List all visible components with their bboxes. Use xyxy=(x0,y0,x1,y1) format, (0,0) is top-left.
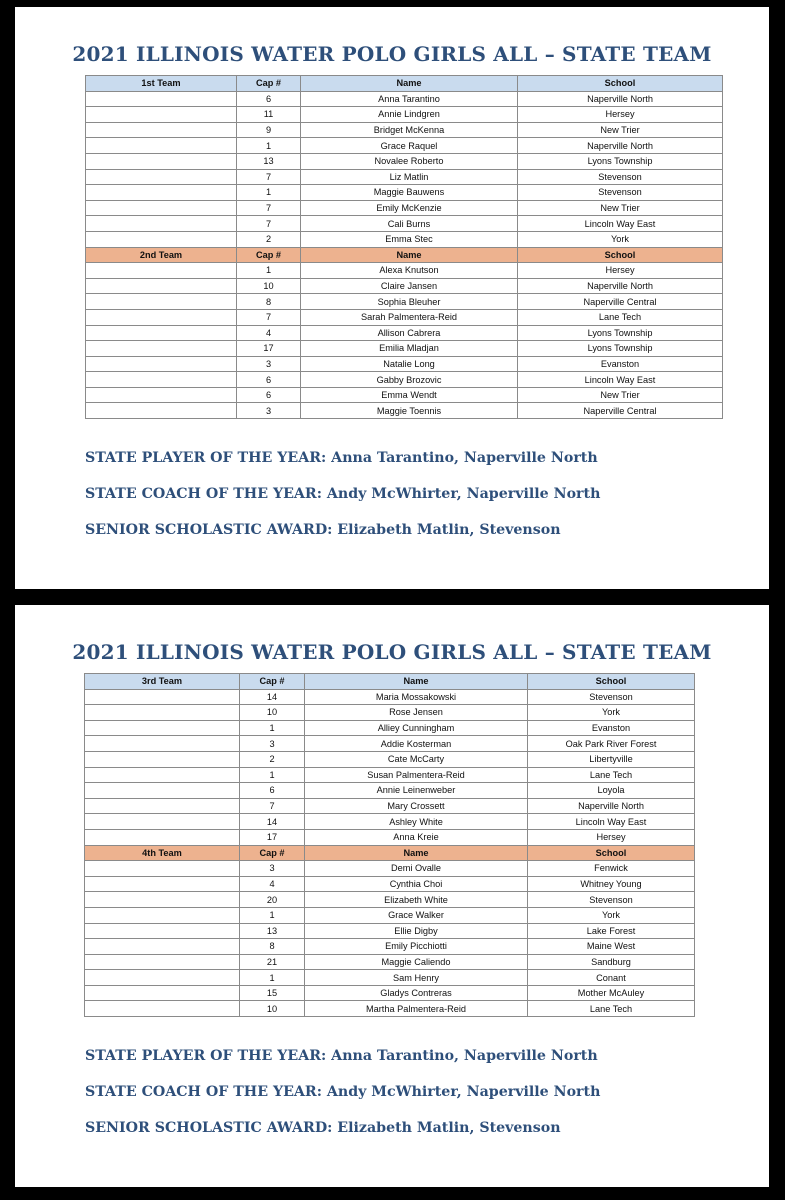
empty-cell xyxy=(85,767,240,783)
page-title: 2021 ILLINOIS WATER POLO GIRLS ALL – STATE TEAM xyxy=(72,42,712,66)
column-header-cap: Cap # xyxy=(237,247,301,263)
table-row xyxy=(86,309,723,325)
school-name: Conant xyxy=(528,970,695,986)
table-row xyxy=(85,814,695,830)
empty-cell xyxy=(85,814,240,830)
empty-cell xyxy=(85,751,240,767)
table-row xyxy=(85,923,695,939)
table-row xyxy=(86,138,723,154)
cap-number: 17 xyxy=(237,341,301,357)
empty-cell xyxy=(86,372,237,388)
cap-number: 8 xyxy=(240,939,305,955)
empty-cell xyxy=(85,736,240,752)
school-name: Whitney Young xyxy=(528,876,695,892)
table-row xyxy=(85,985,695,1001)
player-name: Grace Walker xyxy=(305,907,528,923)
school-name: Naperville Central xyxy=(518,403,723,419)
cap-number: 4 xyxy=(240,876,305,892)
school-name: Naperville Central xyxy=(518,294,723,310)
school-name: Hersey xyxy=(518,107,723,123)
cap-number: 10 xyxy=(240,1001,305,1017)
table-row xyxy=(86,216,723,232)
empty-cell xyxy=(85,876,240,892)
player-name: Alliey Cunningham xyxy=(305,720,528,736)
table-row xyxy=(85,861,695,877)
table-row xyxy=(85,783,695,799)
team-label: 3rd Team xyxy=(85,674,240,690)
cap-number: 1 xyxy=(240,907,305,923)
team-header-row xyxy=(85,674,695,690)
document-page-2 xyxy=(15,605,769,1187)
award-coach-of-year: STATE COACH OF THE YEAR: Andy McWhirter, Naperville North xyxy=(85,486,601,502)
cap-number: 6 xyxy=(240,783,305,799)
table-row xyxy=(86,403,723,419)
empty-cell xyxy=(85,720,240,736)
player-name: Demi Ovalle xyxy=(305,861,528,877)
cap-number: 10 xyxy=(237,278,301,294)
cap-number: 14 xyxy=(240,814,305,830)
cap-number: 4 xyxy=(237,325,301,341)
team-label: 1st Team xyxy=(86,76,237,92)
empty-cell xyxy=(86,200,237,216)
cap-number: 3 xyxy=(240,861,305,877)
empty-cell xyxy=(86,278,237,294)
empty-cell xyxy=(85,892,240,908)
school-name: Lyons Township xyxy=(518,325,723,341)
cap-number: 6 xyxy=(237,387,301,403)
school-name: Fenwick xyxy=(528,861,695,877)
table-row xyxy=(86,185,723,201)
team-label: 2nd Team xyxy=(86,247,237,263)
school-name: Naperville North xyxy=(528,798,695,814)
award-senior-scholastic: SENIOR SCHOLASTIC AWARD: Elizabeth Matlin, Stevenson xyxy=(85,1120,561,1136)
school-name: Stevenson xyxy=(528,892,695,908)
school-name: New Trier xyxy=(518,200,723,216)
empty-cell xyxy=(86,231,237,247)
table-row xyxy=(86,231,723,247)
player-name: Maggie Bauwens xyxy=(301,185,518,201)
table-row xyxy=(85,751,695,767)
award-coach-of-year: STATE COACH OF THE YEAR: Andy McWhirter, Naperville North xyxy=(85,1084,601,1100)
empty-cell xyxy=(85,798,240,814)
cap-number: 6 xyxy=(237,91,301,107)
table-row xyxy=(85,876,695,892)
player-name: Emilia Mladjan xyxy=(301,341,518,357)
column-header-cap: Cap # xyxy=(237,76,301,92)
empty-cell xyxy=(86,138,237,154)
cap-number: 10 xyxy=(240,705,305,721)
table-row xyxy=(86,341,723,357)
cap-number: 1 xyxy=(240,970,305,986)
empty-cell xyxy=(85,985,240,1001)
player-name: Emily McKenzie xyxy=(301,200,518,216)
empty-cell xyxy=(86,153,237,169)
column-header-name: Name xyxy=(305,674,528,690)
table-row xyxy=(85,829,695,845)
player-name: Natalie Long xyxy=(301,356,518,372)
player-name: Emma Stec xyxy=(301,231,518,247)
column-header-school: School xyxy=(528,845,695,861)
player-name: Liz Matlin xyxy=(301,169,518,185)
empty-cell xyxy=(85,907,240,923)
table-row xyxy=(86,325,723,341)
school-name: Naperville North xyxy=(518,91,723,107)
school-name: Lincoln Way East xyxy=(518,372,723,388)
school-name: Evanston xyxy=(528,720,695,736)
school-name: Lane Tech xyxy=(528,767,695,783)
school-name: Lane Tech xyxy=(518,309,723,325)
cap-number: 2 xyxy=(240,751,305,767)
table-row xyxy=(85,970,695,986)
empty-cell xyxy=(86,387,237,403)
player-name: Emily Picchiotti xyxy=(305,939,528,955)
player-name: Rose Jensen xyxy=(305,705,528,721)
table-row xyxy=(85,705,695,721)
player-name: Martha Palmentera-Reid xyxy=(305,1001,528,1017)
cap-number: 8 xyxy=(237,294,301,310)
cap-number: 7 xyxy=(237,309,301,325)
empty-cell xyxy=(86,263,237,279)
empty-cell xyxy=(85,954,240,970)
player-name: Maggie Caliendo xyxy=(305,954,528,970)
cap-number: 3 xyxy=(237,403,301,419)
empty-cell xyxy=(86,356,237,372)
awards-section xyxy=(85,449,600,557)
team-header-row xyxy=(86,247,723,263)
table-row xyxy=(86,356,723,372)
player-name: Cynthia Choi xyxy=(305,876,528,892)
table-row xyxy=(85,720,695,736)
school-name: York xyxy=(518,231,723,247)
roster-table xyxy=(85,75,723,419)
school-name: Lyons Township xyxy=(518,153,723,169)
table-row xyxy=(85,892,695,908)
empty-cell xyxy=(85,829,240,845)
player-name: Elizabeth White xyxy=(305,892,528,908)
column-header-cap: Cap # xyxy=(240,845,305,861)
school-name: Stevenson xyxy=(518,169,723,185)
player-name: Ashley White xyxy=(305,814,528,830)
cap-number: 7 xyxy=(237,200,301,216)
page-title: 2021 ILLINOIS WATER POLO GIRLS ALL – STATE TEAM xyxy=(72,640,712,664)
cap-number: 2 xyxy=(237,231,301,247)
empty-cell xyxy=(85,783,240,799)
empty-cell xyxy=(86,91,237,107)
player-name: Novalee Roberto xyxy=(301,153,518,169)
empty-cell xyxy=(85,689,240,705)
cap-number: 17 xyxy=(240,829,305,845)
empty-cell xyxy=(86,341,237,357)
cap-number: 1 xyxy=(237,185,301,201)
player-name: Sophia Bleuher xyxy=(301,294,518,310)
roster-table xyxy=(84,673,695,1017)
table-row xyxy=(86,278,723,294)
empty-cell xyxy=(85,923,240,939)
player-name: Maria Mossakowski xyxy=(305,689,528,705)
school-name: York xyxy=(528,907,695,923)
empty-cell xyxy=(85,1001,240,1017)
awards-section xyxy=(85,1047,600,1155)
school-name: Stevenson xyxy=(518,185,723,201)
team-label: 4th Team xyxy=(85,845,240,861)
empty-cell xyxy=(86,403,237,419)
player-name: Cate McCarty xyxy=(305,751,528,767)
table-row xyxy=(86,387,723,403)
cap-number: 1 xyxy=(240,767,305,783)
player-name: Emma Wendt xyxy=(301,387,518,403)
column-header-cap: Cap # xyxy=(240,674,305,690)
cap-number: 13 xyxy=(240,923,305,939)
player-name: Maggie Toennis xyxy=(301,403,518,419)
school-name: Lake Forest xyxy=(528,923,695,939)
player-name: Gladys Contreras xyxy=(305,985,528,1001)
school-name: Oak Park River Forest xyxy=(528,736,695,752)
table-row xyxy=(86,169,723,185)
cap-number: 15 xyxy=(240,985,305,1001)
empty-cell xyxy=(86,169,237,185)
player-name: Allison Cabrera xyxy=(301,325,518,341)
cap-number: 20 xyxy=(240,892,305,908)
empty-cell xyxy=(86,122,237,138)
player-name: Susan Palmentera-Reid xyxy=(305,767,528,783)
player-name: Annie Leinenweber xyxy=(305,783,528,799)
table-row xyxy=(86,153,723,169)
cap-number: 1 xyxy=(237,138,301,154)
player-name: Ellie Digby xyxy=(305,923,528,939)
table-row xyxy=(85,798,695,814)
table-row xyxy=(86,263,723,279)
empty-cell xyxy=(86,185,237,201)
cap-number: 6 xyxy=(237,372,301,388)
player-name: Anna Tarantino xyxy=(301,91,518,107)
table-row xyxy=(86,200,723,216)
empty-cell xyxy=(86,294,237,310)
empty-cell xyxy=(85,970,240,986)
school-name: Evanston xyxy=(518,356,723,372)
player-name: Bridget McKenna xyxy=(301,122,518,138)
school-name: Lincoln Way East xyxy=(528,814,695,830)
column-header-school: School xyxy=(518,76,723,92)
cap-number: 7 xyxy=(237,169,301,185)
school-name: Stevenson xyxy=(528,689,695,705)
empty-cell xyxy=(85,861,240,877)
cap-number: 7 xyxy=(240,798,305,814)
school-name: Loyola xyxy=(528,783,695,799)
school-name: Lyons Township xyxy=(518,341,723,357)
empty-cell xyxy=(86,325,237,341)
empty-cell xyxy=(86,107,237,123)
cap-number: 14 xyxy=(240,689,305,705)
cap-number: 1 xyxy=(237,263,301,279)
table-row xyxy=(86,372,723,388)
player-name: Cali Burns xyxy=(301,216,518,232)
table-row xyxy=(85,954,695,970)
school-name: Naperville North xyxy=(518,138,723,154)
school-name: Lincoln Way East xyxy=(518,216,723,232)
table-row xyxy=(86,91,723,107)
school-name: Naperville North xyxy=(518,278,723,294)
player-name: Sam Henry xyxy=(305,970,528,986)
school-name: New Trier xyxy=(518,122,723,138)
school-name: Sandburg xyxy=(528,954,695,970)
empty-cell xyxy=(86,216,237,232)
player-name: Grace Raquel xyxy=(301,138,518,154)
table-row xyxy=(86,294,723,310)
cap-number: 7 xyxy=(237,216,301,232)
school-name: Libertyville xyxy=(528,751,695,767)
school-name: Hersey xyxy=(528,829,695,845)
column-header-name: Name xyxy=(305,845,528,861)
school-name: Lane Tech xyxy=(528,1001,695,1017)
team-header-row xyxy=(85,845,695,861)
school-name: New Trier xyxy=(518,387,723,403)
cap-number: 9 xyxy=(237,122,301,138)
cap-number: 21 xyxy=(240,954,305,970)
award-player-of-year: STATE PLAYER OF THE YEAR: Anna Tarantino, Naperville North xyxy=(85,450,598,466)
table-row xyxy=(86,107,723,123)
empty-cell xyxy=(85,705,240,721)
table-row xyxy=(85,736,695,752)
school-name: Hersey xyxy=(518,263,723,279)
cap-number: 3 xyxy=(237,356,301,372)
award-senior-scholastic: SENIOR SCHOLASTIC AWARD: Elizabeth Matlin, Stevenson xyxy=(85,522,561,538)
player-name: Addie Kosterman xyxy=(305,736,528,752)
cap-number: 1 xyxy=(240,720,305,736)
column-header-school: School xyxy=(518,247,723,263)
column-header-school: School xyxy=(528,674,695,690)
cap-number: 13 xyxy=(237,153,301,169)
school-name: York xyxy=(528,705,695,721)
column-header-name: Name xyxy=(301,247,518,263)
player-name: Alexa Knutson xyxy=(301,263,518,279)
empty-cell xyxy=(86,309,237,325)
player-name: Anna Kreie xyxy=(305,829,528,845)
player-name: Claire Jansen xyxy=(301,278,518,294)
team-header-row xyxy=(86,76,723,92)
player-name: Sarah Palmentera-Reid xyxy=(301,309,518,325)
school-name: Mother McAuley xyxy=(528,985,695,1001)
table-row xyxy=(85,939,695,955)
player-name: Mary Crossett xyxy=(305,798,528,814)
table-row xyxy=(85,767,695,783)
player-name: Gabby Brozovic xyxy=(301,372,518,388)
table-row xyxy=(85,907,695,923)
award-player-of-year: STATE PLAYER OF THE YEAR: Anna Tarantino, Naperville North xyxy=(85,1048,598,1064)
document-page-1 xyxy=(15,7,769,589)
table-row xyxy=(85,689,695,705)
cap-number: 3 xyxy=(240,736,305,752)
player-name: Annie Lindgren xyxy=(301,107,518,123)
empty-cell xyxy=(85,939,240,955)
table-row xyxy=(86,122,723,138)
school-name: Maine West xyxy=(528,939,695,955)
cap-number: 11 xyxy=(237,107,301,123)
table-row xyxy=(85,1001,695,1017)
column-header-name: Name xyxy=(301,76,518,92)
